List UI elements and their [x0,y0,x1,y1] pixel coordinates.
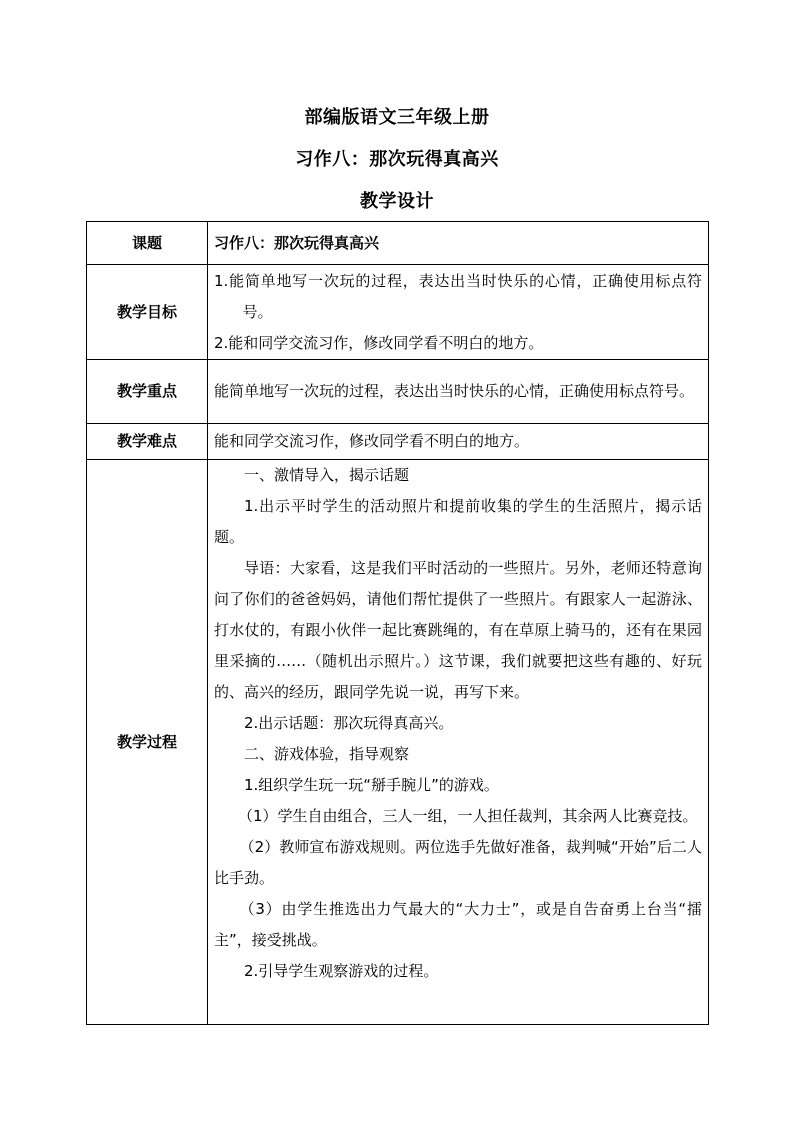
process-paragraph: 2.引导学生观察游戏的过程。 [244,962,439,980]
table-row-process [87,460,709,1025]
value-key-points: 能简单地写一次玩的过程，表达出当时快乐的心情，正确使用标点符号。 [208,360,709,424]
process-paragraph: 1.出示平时学生的活动照片和提前收集的学生的生活照片，揭示话题。 [214,497,702,546]
goal-item: 1.能简单地写一次玩的过程，表达出当时快乐的心情，正确使用标点符号。 [214,271,702,321]
label-difficulty: 教学难点 [87,424,208,460]
label-goals: 教学目标 [87,265,208,360]
document-title: 部编版语文三年级上册 [304,107,490,128]
process-paragraph: 导语：大家看，这是我们平时活动的一些照片。另外，老师还特意询问了你们的爸爸妈妈，请他们帮忙提供了一些照片。有跟家人一起游泳、打水仗的，有跟小伙伴一起比赛跳绳的，有在草原上骑马的，还有在果园里采摘的……（随机出示照片。）这节课，我们就要把这些有趣的、好玩的、高兴的经历，跟同学先说一说，再写下来。 [214,559,702,701]
table-row-goals [87,265,709,360]
table-row-difficulty [87,424,709,460]
value-process [208,460,709,1025]
table-row-key-points [87,360,709,424]
process-paragraph: 1.组织学生玩一玩“掰手腕儿”的游戏。 [244,776,499,794]
process-paragraph: 一、激情导入，揭示话题 [244,466,410,484]
process-paragraph: （1）学生自由组合，三人一组，一人担任裁判，其余两人比赛竞技。 [238,807,698,825]
table-row-topic [87,222,709,265]
label-key-points: 教学重点 [87,360,208,424]
process-paragraph: 二、游戏体验，指导观察 [244,745,410,763]
lesson-plan-table [86,221,709,1025]
label-topic: 课题 [87,222,208,265]
document-subtitle: 教学设计 [360,191,434,212]
goal-item: 2.能和同学交流习作，修改同学看不明白的地方。 [214,333,544,352]
value-topic: 习作八：那次玩得真高兴 [208,222,709,265]
value-goals [208,265,709,360]
process-paragraph: （2）教师宣布游戏规则。两位选手先做好准备，裁判喊“开始”后二人比手劲。 [214,838,702,887]
value-difficulty: 能和同学交流习作，修改同学看不明白的地方。 [208,424,709,460]
process-paragraph: （3）由学生推选出力气最大的“大力士”，或是自告奋勇上台当“擂主”，接受挑战。 [214,900,702,949]
process-paragraph: 2.出示话题：那次玩得真高兴。 [244,714,454,732]
lesson-title: 习作八：那次玩得真高兴 [295,149,499,170]
label-process: 教学过程 [87,460,208,1025]
